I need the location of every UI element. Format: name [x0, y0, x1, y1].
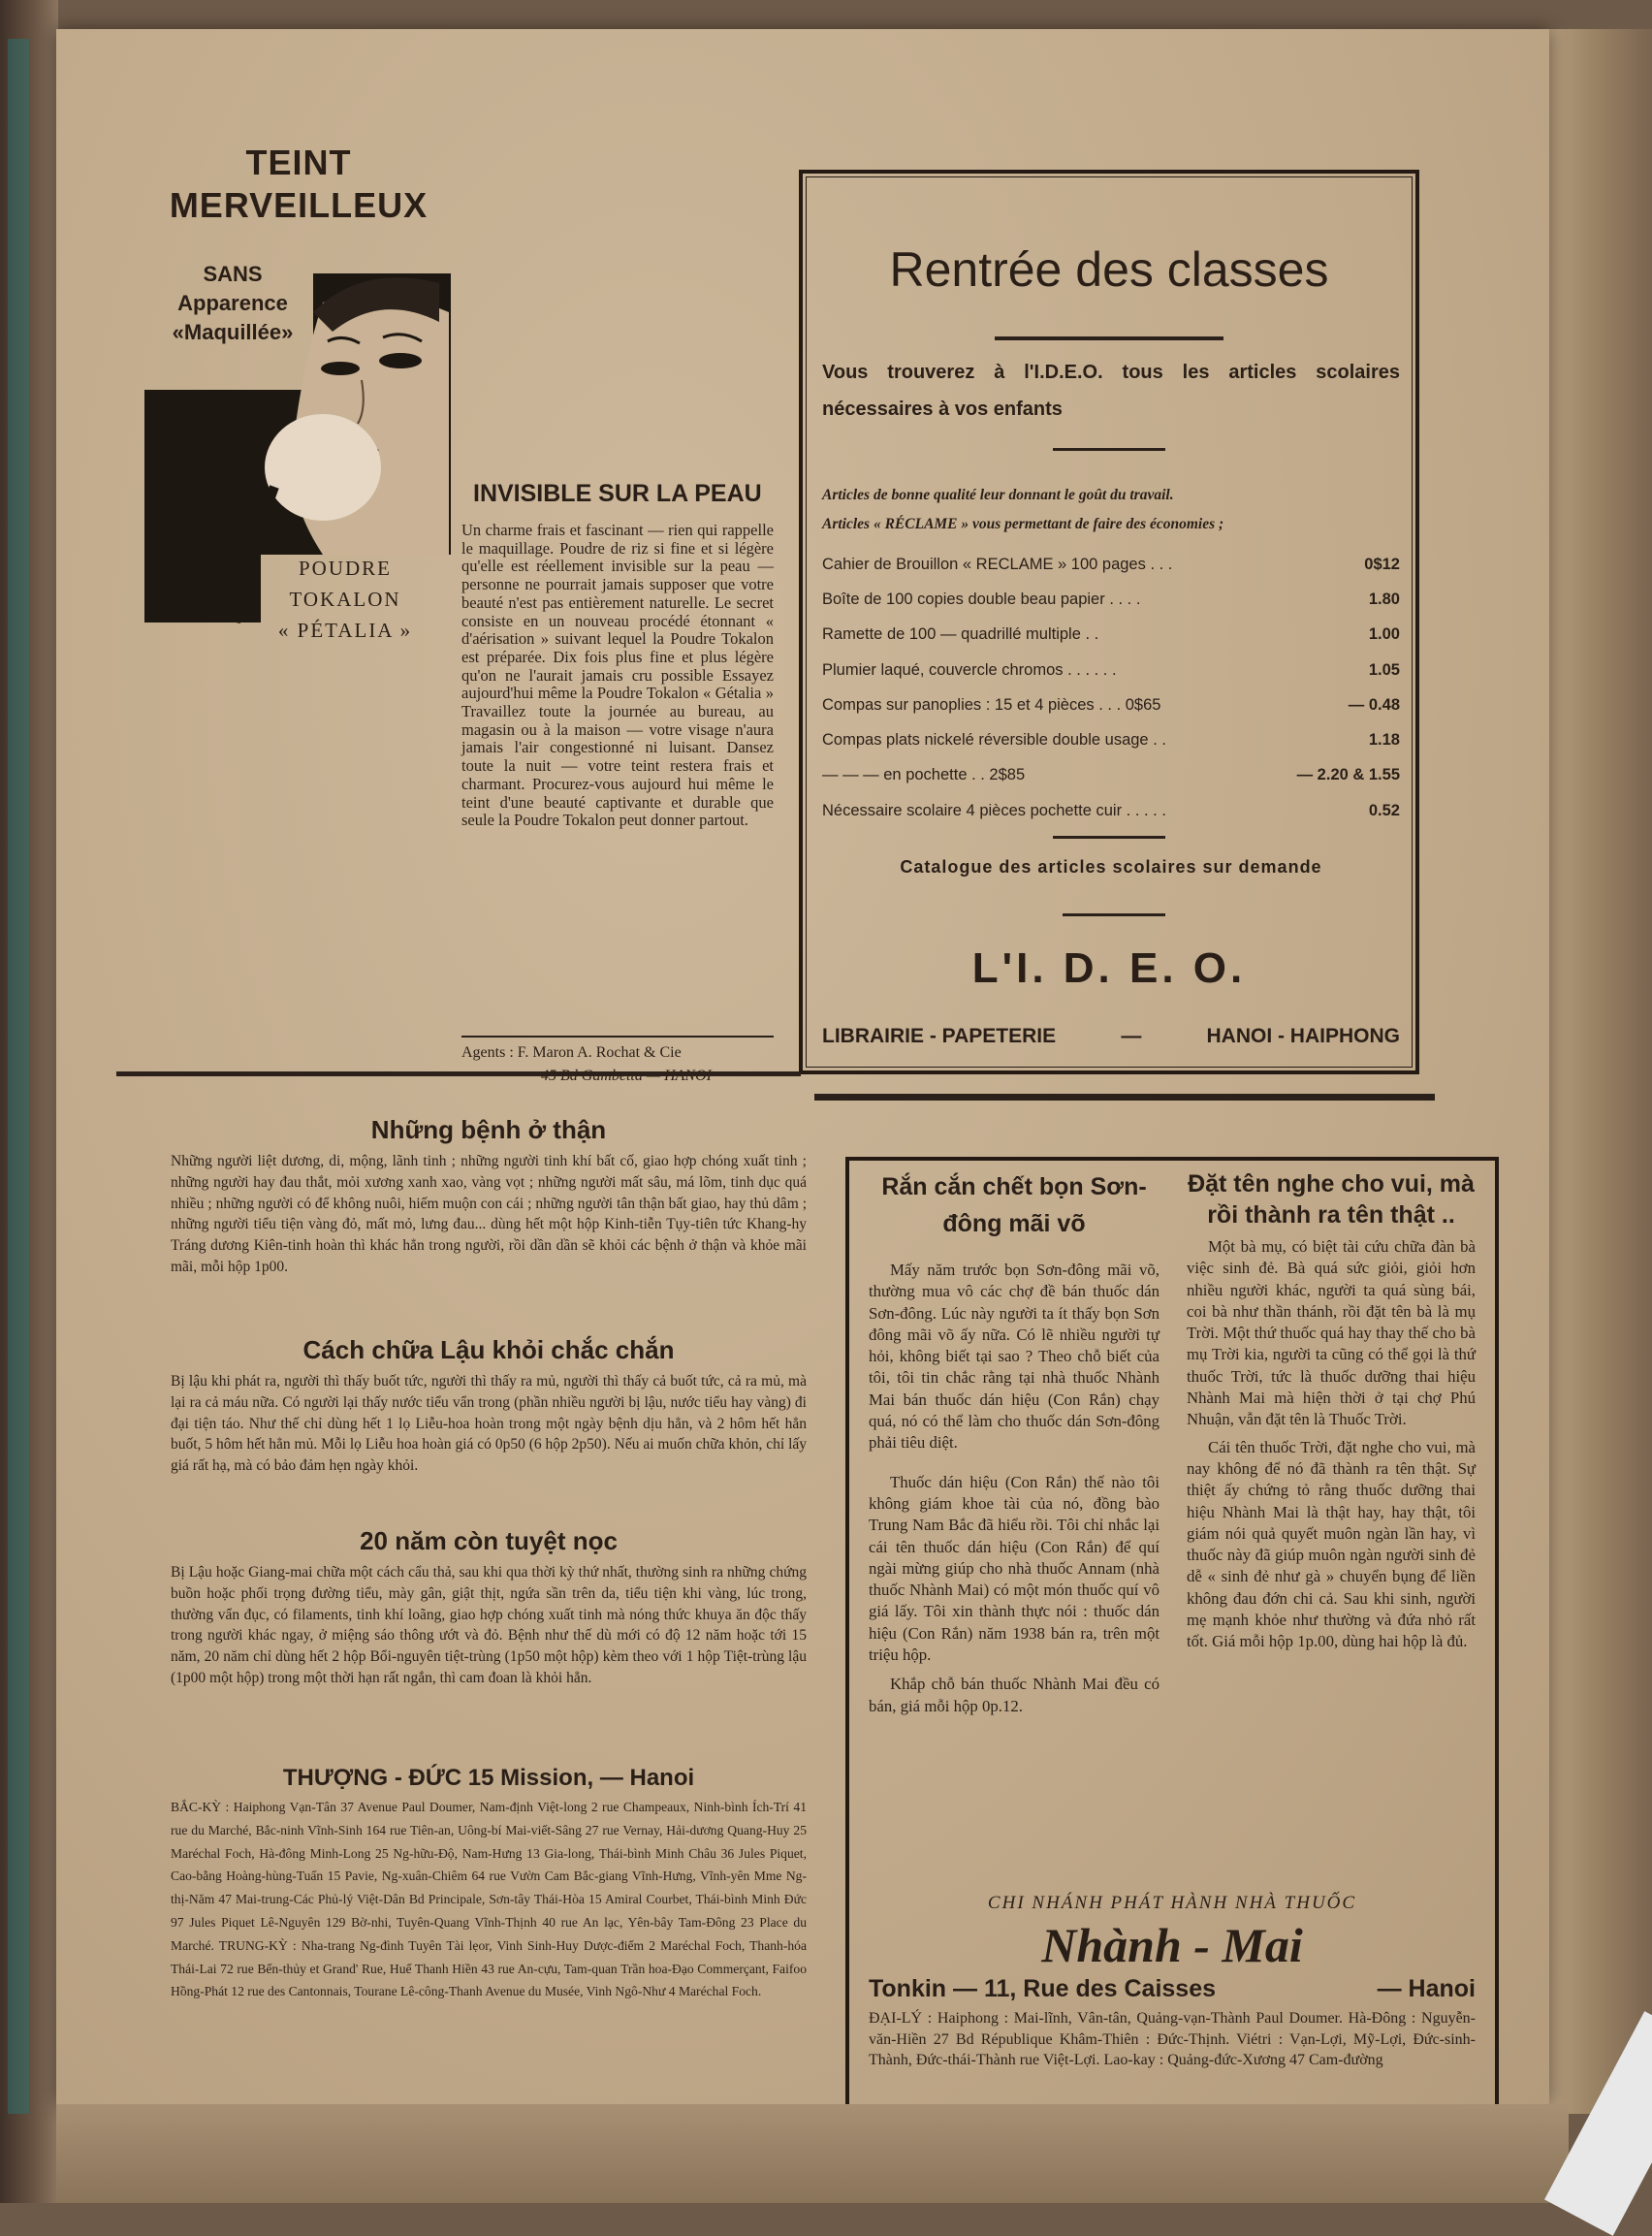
teint-sub-line-1: SANS — [203, 262, 263, 286]
item-price: 0.52 — [1368, 801, 1400, 819]
nhanh-mai-brand: Nhành - Mai — [1041, 1918, 1303, 1972]
item-price: 1.18 — [1368, 731, 1400, 750]
ideo-intro: Vous trouverez à l'I.D.E.O. tous les articles scolaires nécessaires à vos enfants — [822, 362, 1400, 420]
item-name: Ramette de 100 — quadrillé multiple . . — [822, 625, 1099, 644]
binding-strip — [8, 39, 29, 2114]
ideo-foot-left: LIBRAIRIE - PAPETERIE — [822, 1025, 1057, 1047]
section-kidney — [171, 1115, 807, 1278]
invisible-body-text: Un charme frais et fascinant — rien qui rappelle le maquillage. Poudre de riz si fine et si légère qu'elle est réellement invisible sur la peau — personne ne pourrait jamais supposer que votre beauté n'est pas entièrement naturelle. Le secret consiste en un nouveau procédé étonnant « d'aérisation » suivant lequel la Poudre Tokalon est préparée. Dix fois plus fine et plus légère qu'on ne l'aurait jamais cru possible Essayez aujourd'hui même la Poudre Tokalon « Gétalia » Travaillez toute la journée au bureau, au magasin ou à la maison — votre visage n'aura jamais l'air congestionné ni luisant. Dansez toute la nuit — votre teint restera frais et charmant. Procurez-vous aujourd hui même le teint d'une beauté captivante et durable que seule la Poudre Tokalon peut donner partout. — [461, 521, 774, 830]
left-divider-rule — [116, 1071, 801, 1076]
nhanh-mai-address-left: Tonkin — 11, Rue des Caisses — [869, 1975, 1217, 2002]
ideo-title: Rentrée des classes — [889, 242, 1329, 297]
ideo-foot-right: HANOI - HAIPHONG — [1206, 1025, 1400, 1047]
nhanh-mai-address-right: — Hanoi — [1377, 1975, 1476, 2002]
naming-article-para-1: Một bà mụ, có biệt tài cứu chữa đàn bà việc sinh đẻ. Bà quá sức giỏi, giỏi hơn nhiều người khác, người ta quá sùng bái, coi bà như thần thánh, rồi đặt tên bà là mụ Trời. Một thứ thuốc quá hay thay thế cho bà mụ Trời kia, người ta cũng có thể gọi là thứ thuốc Trời, tức là thuốc dưỡng thai hiệu Nhành Mai mà hiện thời ở tại chợ Phú Nhuận, vẫn đặt tên là Thuốc Trời. — [1187, 1237, 1476, 1429]
ideo-foot-dash: — — [1121, 1025, 1142, 1047]
invisible-heading: INVISIBLE SUR LA PEAU — [473, 480, 762, 507]
nhanh-mai-column-1 — [869, 1168, 1160, 1717]
section-kidney-heading: Những bệnh ở thận — [370, 1115, 607, 1144]
naming-article-para-2: Cái tên thuốc Trời, đặt nghe cho vui, mà nay không để nó đã thành ra tên thật. Sự thiệt ấy chứng tỏ rằng thuốc dưỡng thai hiệu Nhành Mai là thật hay, hay thật, tôi giám nói quả quyết muôn ngàn lần hay, vì thuốc này đã giúp muôn ngàn người sinh đẻ dễ « sinh đẻ như gà » chuyển bụng để liền không đau đớn chi cả. Sau khi sinh, người mẹ mạnh khỏe như thường và đứa nhỏ rất tốt. Giá mỗi hộp 1p.00, dùng hai hộp là đủ. — [1187, 1437, 1476, 1651]
teint-title-line-2: MERVEILLEUX — [169, 185, 429, 225]
page-stack-edge — [1549, 29, 1652, 2114]
section-lau-heading: Cách chữa Lậu khỏi chắc chắn — [302, 1335, 675, 1364]
section-lau-body: Bị lậu khi phát ra, người thì thấy buốt tức, người thì thấy ra mủ, người thì thấy cả buốt tức, cả ra mủ, mà lại ra cả máu nữa. Có người lại thấy nước tiểu vẩn trong (phần nhiều người bị lậu, nước tiểu hay vàng) đi đại tiện táo. Như thế chỉ dùng hết 1 lọ Liễu-hoa hoàn trong một ngày bệnh dịu hẳn, và 2 hôm hết hẳn buốt, 5 hôm hết hẳn mủ. Mỗi lọ Liễu hoa hoàn giá có 0p50 (6 hộp 2p50). Nếu ai muốn chữa khỏn, chỉ lấy giá rất hạ, mà có bảo đảm hẹn ngày khỏi. — [171, 1373, 807, 1475]
price-row — [822, 618, 1400, 653]
poudre-line-2: TOKALON — [289, 588, 401, 611]
item-name: Compas sur panoplies : 15 et 4 pièces . . . 0$65 — [822, 695, 1161, 714]
nhanh-mai-dealers: ĐẠI-LÝ : Haiphong : Mai-lĩnh, Vân-tân, Quảng-vạn-Thành Paul Doumer. Hà-Đông : Nguyễn-văn-Hiền 27 Bd République Khâm-Thiên : Đức-Thịnh. Viétri : Vạn-Lợi, Mỹ-Lợi, Đức-sinh-Thành, Đức-thái-Thành rue Việt-Lợi. Lao-kay : Quảng-đức-Xương 47 Cam-đường — [869, 2010, 1476, 2068]
agents-line: Agents : F. Maron A. Rochat & Cie — [461, 1044, 682, 1061]
ideo-intro-rule — [1053, 448, 1165, 451]
ideo-name: L'I. D. E. O. — [971, 944, 1247, 992]
teint-sub-line-2: Apparence — [177, 291, 288, 315]
item-name: — — — en pochette . . 2$85 — [822, 766, 1026, 784]
ideo-tagline — [822, 481, 1400, 539]
ideo-title-rule — [995, 336, 1223, 340]
price-row — [822, 653, 1400, 687]
item-name: Cahier de Brouillon « RECLAME » 100 pages . . . — [822, 555, 1173, 573]
teint-title-line-1: TEINT — [245, 143, 352, 182]
ideo-price-list — [822, 547, 1400, 828]
nhanh-mai-address — [869, 1975, 1476, 2003]
price-row — [822, 582, 1400, 617]
section-kidney-body: Những người liệt dương, di, mộng, lãnh tinh ; những người tinh khí bất cố, giao hợp chóng xuất tinh ; những người hay đau thắt, mỏi xương xanh xao, vàng vọt ; những người mất sâu, má lõm, tinh dục quá nhiều ; những người có để không nuôi, hiếm muộn con cái ; những người tân thận bất giao, hay thủ dâm ; những người tiểu tiện vàng đỏ, mất mỏ, lưng đau... dùng hết một hộp Kinh-tiễn Tụy-tiên tức Khang-hy Tráng dương Kiên-tinh hoàn thì khác hẳn trong người, rồi dần dần sẽ khỏi các bệnh ở thận và khỏe mãi mãi, mỗi hộp 1p00. — [171, 1153, 807, 1275]
lower-page-edge — [56, 2104, 1569, 2203]
item-name: Compas plats nickelé réversible double usage . . — [822, 731, 1166, 750]
poudre-brand — [238, 553, 452, 646]
ideo-catalogue: Catalogue des articles scolaires sur demande — [900, 857, 1322, 877]
price-row — [822, 793, 1400, 828]
item-price: 0$12 — [1364, 555, 1400, 573]
item-name: Boîte de 100 copies double beau papier . . . . — [822, 590, 1141, 608]
item-price: 1.00 — [1368, 625, 1400, 644]
item-name: Plumier laqué, couvercle chromos . . . . . . — [822, 660, 1117, 679]
item-price: — 0.48 — [1348, 695, 1400, 714]
teint-ad-subtitle — [136, 260, 330, 347]
poudre-line-3: « PÉTALIA » — [277, 619, 413, 642]
snake-article-para-1: Mấy năm trước bọn Sơn-đông mãi võ, thường mua vô các chợ đề bán thuốc dán Sơn-đông. Lúc này người ta ít thấy bọn Sơn đông mãi võ ấy nữa. Có lẽ nhiều người tự hỏi, không biết tại sao ? Theo chỗ biết của tôi, tôi tin chắc rằng tại nhà thuốc Nhành Mai bán thuốc dán hiệu (Con Rắn) chạy quá, nó có thể làm cho thuốc dán Sơn-đông phải tiêu diệt. — [869, 1261, 1160, 1453]
ideo-cat-rule — [1063, 913, 1165, 916]
teint-ad-title — [134, 142, 463, 227]
snake-article-para-3: Khắp chỗ bán thuốc Nhành Mai đều có bán, giá mỗi hộp 0p.12. — [869, 1675, 1160, 1715]
item-price: — 2.20 & 1.55 — [1296, 766, 1400, 784]
section-20-nam-body: Bị Lậu hoặc Giang-mai chữa một cách cẩu thả, sau khi qua thời kỳ thứ nhất, thường sinh ra những chứng buồn hoặc phối trọng đường tiểu, mày gân, giật thịt, ngứa sần trên da, tiểu tiện khi vàng, lúc trong, thường vẩn đục, có filaments, tinh khí loãng, giao hợp chóng xuất tinh mà nóng thức khuya ăn độc thấy trong người khác ngay, ở miệng sáo thông ướt và đỏ. Bệnh như thế dù mới có độ 12 năm hoặc tới 15 năm, 20 năm chỉ dùng hết 2 hộp Bổi-nguyên tiệt-trùng (1p50 một hộp) kèm theo với 1 hộp Tiệt-trùng lậu (1p00 một hộp) trong một thời hạn rất ngắn, thì cam đoan là khỏi hẳn. — [171, 1564, 807, 1686]
ideo-tag-line-1: Articles de bonne qualité leur donnant le goût du travail. — [822, 487, 1174, 503]
newspaper-page — [56, 29, 1549, 2104]
nhanh-mai-column-2 — [1187, 1168, 1476, 1653]
price-row — [822, 547, 1400, 582]
thuong-duc-dealers: BẮC-KỲ : Haiphong Vạn-Tân 37 Avenue Paul Doumer, Nam-định Việt-long 2 rue Champeaux, Ninh-bình Ích-Trí 41 rue du Marché, Bắc-ninh Vĩnh-Sinh 164 rue Tiên-an, Uông-bí Mai-viết-Sâng 27 rue Vernay, Hải-dương Quang-Huy 25 Maréchal Foch, Hà-đông Minh-Long 25 Ng-hữu-Độ, Nam-Hưng 13 Gia-long, Thái-bình Minh Châu 36 Jules Piquet, Cao-bằng Hoàng-hùng-Tuấn 15 Pavie, Ng-xuân-Chiêm 64 rue Vườn Cam Bắc-giang Vĩnh-Hưng, Vĩnh-yên Mme Ng-thị-Năm 47 Mai-trung-Các Phủ-lý Việt-Dân Bd Principale, Sơn-tây Thái-Hòa 15 Amiral Courbet, Thái-bình Minh Đức 97 Jules Piquet Lê-Nguyên 129 Bờ-nhi, Tuyên-Quang Vĩnh-Thịnh 40 rue An lạc, Yên-bây Tam-Đông 23 Place du Marché. TRUNG-KỲ : Nha-trang Ng-đình Tuyên Tài lẹor, Vinh Sinh-Huy Dược-điếm 2 Maréchal Foch, Thanh-hóa Thái-Lai 72 rue Bến-thủy et Grand' Rue, Huế Thanh Hiền 43 rue An-cựu, Tam-quan Trần hoa-Đạo Commerçant, Faifoo Hồng-Phát 12 rue des Cantonnais, Tourane Lê-công-Thanh Avenue du Musée, Vinh Ngô-Như 4 Maréchal Foch. — [171, 1800, 807, 1999]
agents-block — [461, 1041, 791, 1088]
ideo-tag-line-2: Articles « RÉCLAME » vous permettant de faire des économies ; — [822, 516, 1224, 532]
thuong-duc-address: THƯỢNG - ĐỨC 15 Mission, — Hanoi — [282, 1765, 695, 1791]
section-20-nam-heading: 20 năm còn tuyệt nọc — [360, 1526, 618, 1555]
item-price: 1.80 — [1368, 590, 1400, 608]
right-divider-rule — [814, 1094, 1435, 1101]
price-row — [822, 758, 1400, 793]
naming-article-heading: Đặt tên nghe cho vui, mà rồi thành ra tên thật .. — [1188, 1170, 1475, 1229]
item-name: Nécessaire scolaire 4 pièces pochette cuir . . . . . — [822, 801, 1166, 819]
ideo-ad-box — [799, 170, 1419, 1074]
agents-rule — [461, 1036, 774, 1038]
price-row — [822, 722, 1400, 757]
ideo-list-rule — [1053, 836, 1165, 839]
chi-nhanh-label: CHI NHÁNH PHÁT HÀNH NHÀ THUỐC — [987, 1893, 1357, 1913]
section-20-nam — [171, 1526, 807, 1689]
snake-article-heading: Rắn cắn chết bọn Sơn-đông mãi võ — [881, 1173, 1147, 1237]
snake-article-para-2: Thuốc dán hiệu (Con Rắn) thế nào tôi không giám khoe tài của nó, đồng bào Trung Nam Bắc đã hiểu rồi. Tôi chỉ nhắc lại cái tên thuốc dán hiệu (Con Rắn) để quí ngài mừng giúp cho nhà thuốc Annam (nhà thuốc Nhành Mai) có một món thuốc quí vô giá lấy. Tôi xin thành thực nói : thuốc dán hiệu (Con Rắn) năm 1938 bán ra, trên một triệu hộp. — [869, 1472, 1160, 1665]
teint-sub-line-3: «Maquillée» — [172, 320, 294, 344]
agents-address — [461, 1065, 791, 1088]
price-row — [822, 687, 1400, 722]
ideo-footer — [822, 1025, 1400, 1048]
nhanh-mai-ad-box — [845, 1157, 1499, 2115]
section-lau — [171, 1335, 807, 1477]
poudre-line-1: POUDRE — [298, 557, 392, 580]
item-price: 1.05 — [1368, 660, 1400, 679]
